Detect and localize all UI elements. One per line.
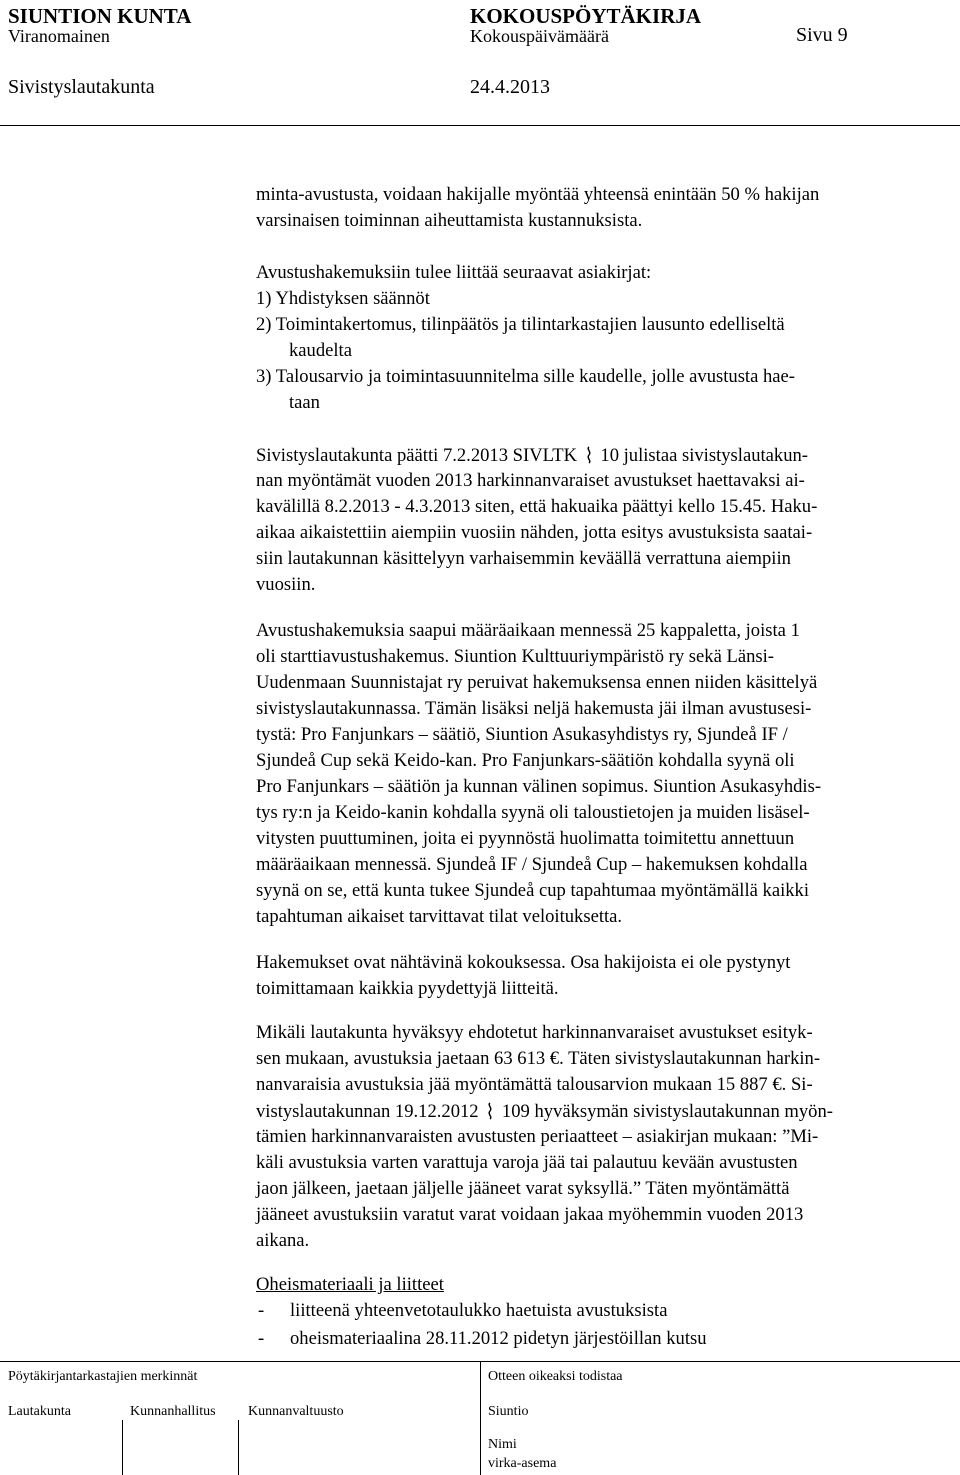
- header-divider: [0, 125, 960, 126]
- page-number: Sivu 9: [796, 24, 848, 46]
- meeting-date: 24.4.2013: [470, 76, 550, 98]
- body-text: 109 hyväksymän sivistyslautakunnan myön-: [501, 1101, 833, 1122]
- body-line: Mikäli lautakunta hyväksyy ehdotetut harkinnanvaraiset avustukset esityk-: [256, 1022, 813, 1043]
- body-line: tys ry:n ja Keido-kanin kohdalla syynä oli taloustietojen ja muiden lisäsel-: [256, 802, 810, 823]
- body-text: 10 julistaa sivistyslautakun-: [600, 445, 808, 466]
- footer-vertical-divider: [480, 1361, 481, 1475]
- list-item: 1) Yhdistyksen säännöt: [256, 288, 430, 309]
- body-line: vitysten puuttuminen, joita ei pyynnöstä huolimatta toimitettu annettuun: [256, 828, 795, 849]
- body-line: siin lautakunnan käsittelyyn varhaisemmin keväällä verrattuna aiempiin: [256, 548, 791, 569]
- body-line: [256, 446, 808, 466]
- body-line: jaon jälkeen, jaetaan jäljelle jääneet varat syksyllä.” Täten myöntämättä: [256, 1178, 790, 1199]
- footer-col-kunnanhallitus: Kunnanhallitus: [130, 1404, 216, 1419]
- section-sign-icon: [584, 446, 594, 464]
- attachment-item: oheismateriaalina 28.11.2012 pidetyn järjestöillan kutsu: [290, 1328, 707, 1349]
- body-line: varsinaisen toiminnan aiheuttamista kustannuksista.: [256, 210, 643, 231]
- body-line: aikaa aikaistettiin aiempiin vuosiin nähden, jotta esitys avustuksista saatai-: [256, 522, 813, 543]
- section-sign-icon: [485, 1102, 495, 1120]
- authority-label: Viranomainen: [8, 26, 110, 46]
- attachment-item: liitteenä yhteenvetotaulukko haetuista avustuksista: [290, 1300, 668, 1321]
- signers-label: Pöytäkirjantarkastajien merkinnät: [8, 1369, 198, 1384]
- body-line: jääneet avustuksiin varatut varat voidaan jakaa myöhemmin vuoden 2013: [256, 1204, 804, 1225]
- doc-type: KOKOUSPÖYTÄKIRJA: [470, 4, 702, 28]
- body-line: kavälillä 8.2.2013 - 4.3.2013 siten, että hakuaika päättyi kello 15.45. Haku-: [256, 496, 818, 517]
- body-line: Avustushakemuksia saapui määräaikaan mennessä 25 kappaletta, joista 1: [256, 620, 800, 641]
- org-name: SIUNTION KUNTA: [8, 4, 192, 28]
- list-item: 3) Talousarvio ja toimintasuunnitelma sille kaudelle, jolle avustusta hae-: [256, 366, 795, 387]
- footer-col-kunnanvaltuusto: Kunnanvaltuusto: [248, 1404, 344, 1419]
- body-line: tystä: Pro Fanjunkars – säätiö, Siuntion Asukasyhdistys ry, Sjundeå IF /: [256, 724, 788, 745]
- body-line: sen mukaan, avustuksia jaetaan 63 613 €. Täten sivistyslautakunnan harkin-: [256, 1048, 821, 1069]
- body-line: Pro Fanjunkars – säätiön ja kunnan välinen sopimus. Siuntion Asukasyhdis-: [256, 776, 822, 797]
- body-line: tämien harkinnanvaraisten avustusten periaatteet – asiakirjan mukaan: ”Mi-: [256, 1126, 819, 1147]
- body-line: [256, 1102, 833, 1122]
- body-line: Hakemukset ovat nähtävinä kokouksessa. Osa hakijoista ei ole pystynyt: [256, 952, 791, 973]
- footer-title-label: virka-asema: [488, 1456, 557, 1471]
- list-item-continuation: kaudelta: [289, 340, 352, 361]
- body-line: Sjundeå Cup sekä Keido-kan. Pro Fanjunkars-säätiön kohdalla syynä oli: [256, 750, 795, 771]
- attachment-dash: -: [258, 1328, 265, 1349]
- footer-box-divider: [238, 1420, 239, 1475]
- authority-name: Sivistyslautakunta: [8, 76, 155, 98]
- body-line: toimittamaan kaikkia pyydettyjä liitteitä.: [256, 978, 559, 999]
- body-line: oli starttiavustushakemus. Siuntion Kulttuuriympäristö ry sekä Länsi-: [256, 646, 774, 667]
- body-line: Avustushakemuksiin tulee liittää seuraavat asiakirjat:: [256, 262, 652, 283]
- body-line: aikana.: [256, 1230, 310, 1251]
- attachments-heading: Oheismateriaali ja liitteet: [256, 1274, 444, 1295]
- body-line: vuosiin.: [256, 574, 316, 595]
- footer-box-divider: [122, 1420, 123, 1475]
- meeting-date-label: Kokouspäivämäärä: [470, 26, 609, 46]
- body-line: Uudenmaan Suunnistajat ry peruivat hakemuksensa ennen niiden käsittelyä: [256, 672, 818, 693]
- body-line: nan myöntämät vuoden 2013 harkinnanvaraiset avustukset haettavaksi ai-: [256, 470, 805, 491]
- certified-label: Otteen oikeaksi todistaa: [488, 1369, 623, 1384]
- list-item: 2) Toimintakertomus, tilinpäätös ja tilintarkastajien lausunto edelliseltä: [256, 314, 785, 335]
- footer-place: Siuntio: [488, 1404, 529, 1419]
- footer-col-lautakunta: Lautakunta: [8, 1404, 71, 1419]
- body-line: nanvaraisia avustuksia jää myöntämättä talousarvion mukaan 15 887 €. Si-: [256, 1074, 813, 1095]
- body-text: vistyslautakunnan 19.12.2012: [256, 1101, 479, 1122]
- body-line: sivistyslautakunnassa. Tämän lisäksi neljä hakemusta jäi ilman avustusesi-: [256, 698, 812, 719]
- footer-name-label: Nimi: [488, 1437, 517, 1452]
- body-line: määräaikaan mennessä. Sjundeå IF / Sjundeå Cup – hakemuksen kohdalla: [256, 854, 808, 875]
- body-line: minta-avustusta, voidaan hakijalle myöntää yhteensä enintään 50 % hakijan: [256, 184, 820, 205]
- body-text: Sivistyslautakunta päätti 7.2.2013 SIVLTK: [256, 445, 578, 466]
- list-item-continuation: taan: [289, 392, 320, 413]
- body-line: käli avustuksia varten varattuja varoja jää tai palautuu kevään avustusten: [256, 1152, 798, 1173]
- body-line: tapahtuman aikaiset tarvittavat tilat veloituksetta.: [256, 906, 623, 927]
- attachment-dash: -: [258, 1300, 265, 1321]
- body-line: syynä on se, että kunta tukee Sjundeå cup tapahtumaa myöntämällä kaikki: [256, 880, 810, 901]
